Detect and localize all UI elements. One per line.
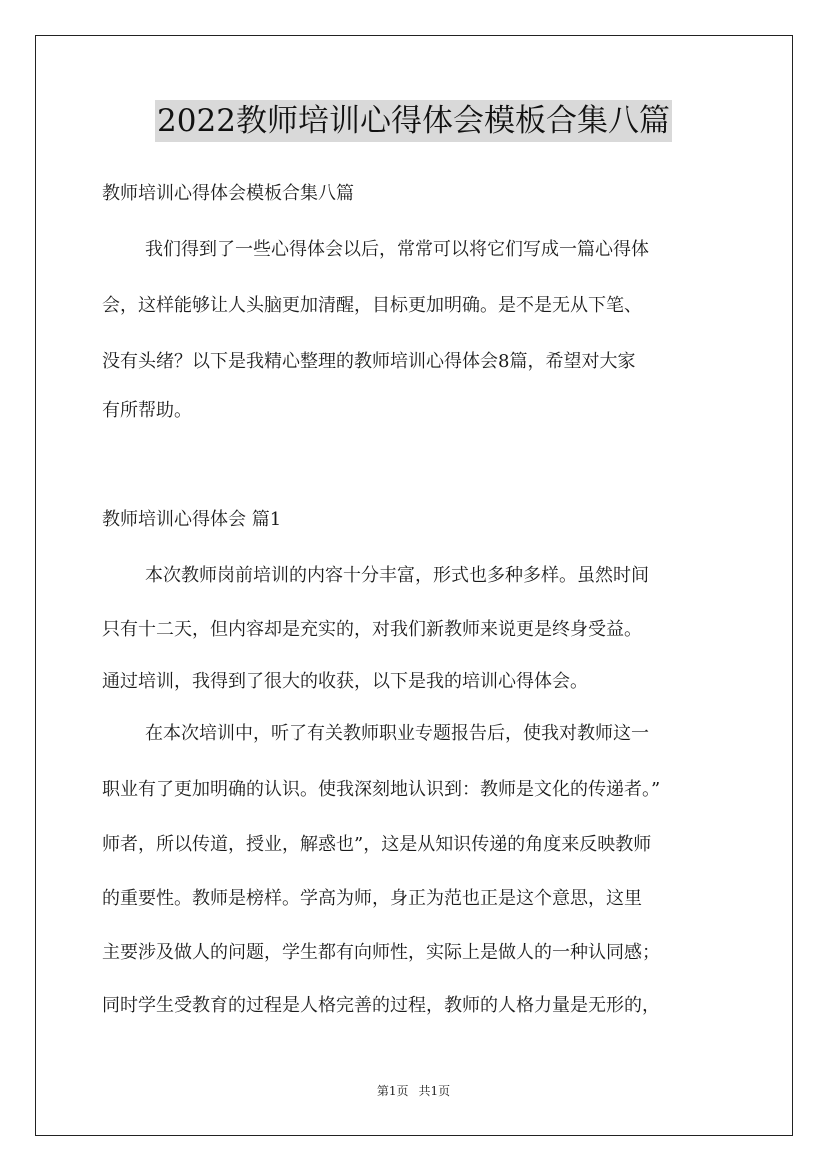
paragraph-line: 同时学生受教育的过程是人格完善的过程，教师的人格力量是无形的， — [102, 995, 660, 1016]
paragraph-line: 职业有了更加明确的认识。使我深刻地认识到：教师是文化的传递者。” — [102, 779, 661, 800]
paragraph-line: 在本次培训中，听了有关教师职业专题报告后，使我对教师这一 — [145, 723, 649, 744]
page-number: 第1页 — [376, 1084, 409, 1098]
paragraph-line: 通过培训，我得到了很大的收获，以下是我的培训心得体会。 — [102, 671, 588, 692]
section-heading: 教师培训心得体会 篇1 — [102, 509, 282, 530]
paragraph-line: 会，这样能够让人头脑更加清醒，目标更加明确。是不是无从下笔、 — [102, 295, 642, 316]
paragraph-line: 的重要性。教师是榜样。学高为师，身正为范也正是这个意思，这里 — [102, 888, 642, 909]
page-footer — [0, 1083, 827, 1099]
paragraph-line: 师者，所以传道，授业，解惑也”，这是从知识传递的角度来反映教师 — [102, 834, 652, 855]
paragraph-line: 本次教师岗前培训的内容十分丰富，形式也多种多样。虽然时间 — [145, 565, 649, 586]
document-title: 2022教师培训心得体会模板合集八篇 — [155, 100, 672, 142]
page-total: 共1页 — [418, 1084, 451, 1098]
title-container — [0, 100, 827, 142]
paragraph-line: 我们得到了一些心得体会以后，常常可以将它们写成一篇心得体 — [145, 239, 649, 260]
paragraph-line: 没有头绪？以下是我精心整理的教师培训心得体会8篇，希望对大家 — [102, 351, 636, 372]
subtitle: 教师培训心得体会模板合集八篇 — [102, 183, 354, 204]
paragraph-line: 主要涉及做人的问题，学生都有向师性，实际上是做人的一种认同感； — [102, 942, 660, 963]
paragraph-line: 有所帮助。 — [102, 400, 192, 421]
paragraph-line: 只有十二天，但内容却是充实的，对我们新教师来说更是终身受益。 — [102, 619, 642, 640]
